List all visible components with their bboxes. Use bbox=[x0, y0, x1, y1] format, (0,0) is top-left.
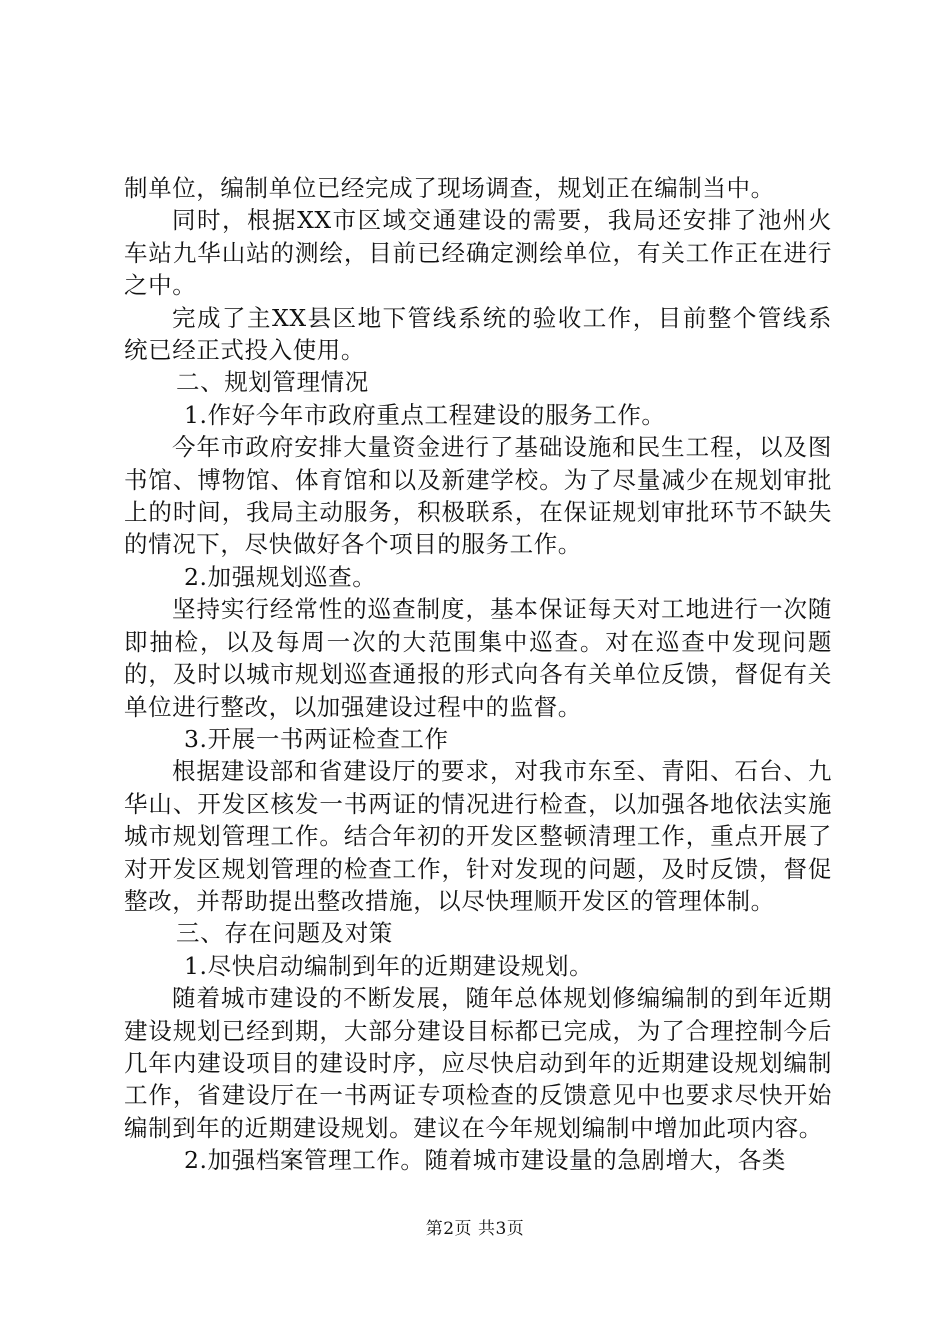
paragraph: 随着城市建设的不断发展，随年总体规划修编编制的到年近期建设规划已经到期，大部分建设目标都已完成，为了合理控制今后几年内建设项目的建设时序，应尽快启动到年的近期建设规划编制工作，省建设厅在一书两证专项检查的反馈意见中也要求尽快开始编制到年的近期建设规划。建议在今年规划编制中增加此项内容。 bbox=[124, 984, 832, 1142]
page-number-label: 第2页 共3页 bbox=[425, 1219, 525, 1239]
page-footer bbox=[0, 1214, 950, 1239]
paragraph: 坚持实行经常性的巡查制度，基本保证每天对工地进行一次随即抽检，以及每周一次的大范围集中巡查。对在巡查中发现问题的，及时以城市规划巡查通报的形式向各有关单位反馈，督促有关单位进行整改，以加强建设过程中的监督。 bbox=[124, 595, 832, 721]
subsection-heading: 2.加强档案管理工作。随着城市建设量的急剧增大，各类 bbox=[184, 1146, 787, 1175]
paragraph: 根据建设部和省建设厅的要求，对我市东至、青阳、石台、九华山、开发区核发一书两证的情况进行检查，以加强各地依法实施城市规划管理工作。结合年初的开发区整顿清理工作，重点开展了对开发区规划管理的检查工作，针对发现的问题，及时反馈，督促整改，并帮助提出整改措施，以尽快理顺开发区的管理体制。 bbox=[124, 757, 832, 915]
subsection-heading: 1.作好今年市政府重点工程建设的服务工作。 bbox=[184, 400, 666, 429]
paragraph: 完成了主XX县区地下管线系统的验收工作，目前整个管线系统已经正式投入使用。 bbox=[124, 303, 832, 365]
section-heading: 三、存在问题及对策 bbox=[176, 919, 393, 948]
subsection-heading: 2.加强规划巡查。 bbox=[184, 562, 377, 591]
document-body bbox=[124, 172, 832, 1177]
paragraph: 制单位，编制单位已经完成了现场调查，规划正在编制当中。 bbox=[124, 174, 775, 202]
paragraph: 同时，根据XX市区域交通建设的需要，我局还安排了池州火车站九华山站的测绘，目前已经确定测绘单位，有关工作正在进行之中。 bbox=[124, 206, 832, 300]
subsection-heading: 3.开展一书两证检查工作 bbox=[184, 724, 449, 753]
subsection-heading: 1.尽快启动编制到年的近期建设规划。 bbox=[184, 951, 594, 980]
paragraph: 今年市政府安排大量资金进行了基础设施和民生工程，以及图书馆、博物馆、体育馆和以及新建学校。为了尽量减少在规划审批上的时间，我局主动服务，积极联系，在保证规划审批环节不缺失的情况下，尽快做好各个项目的服务工作。 bbox=[124, 433, 832, 559]
section-heading: 二、规划管理情况 bbox=[176, 368, 369, 397]
